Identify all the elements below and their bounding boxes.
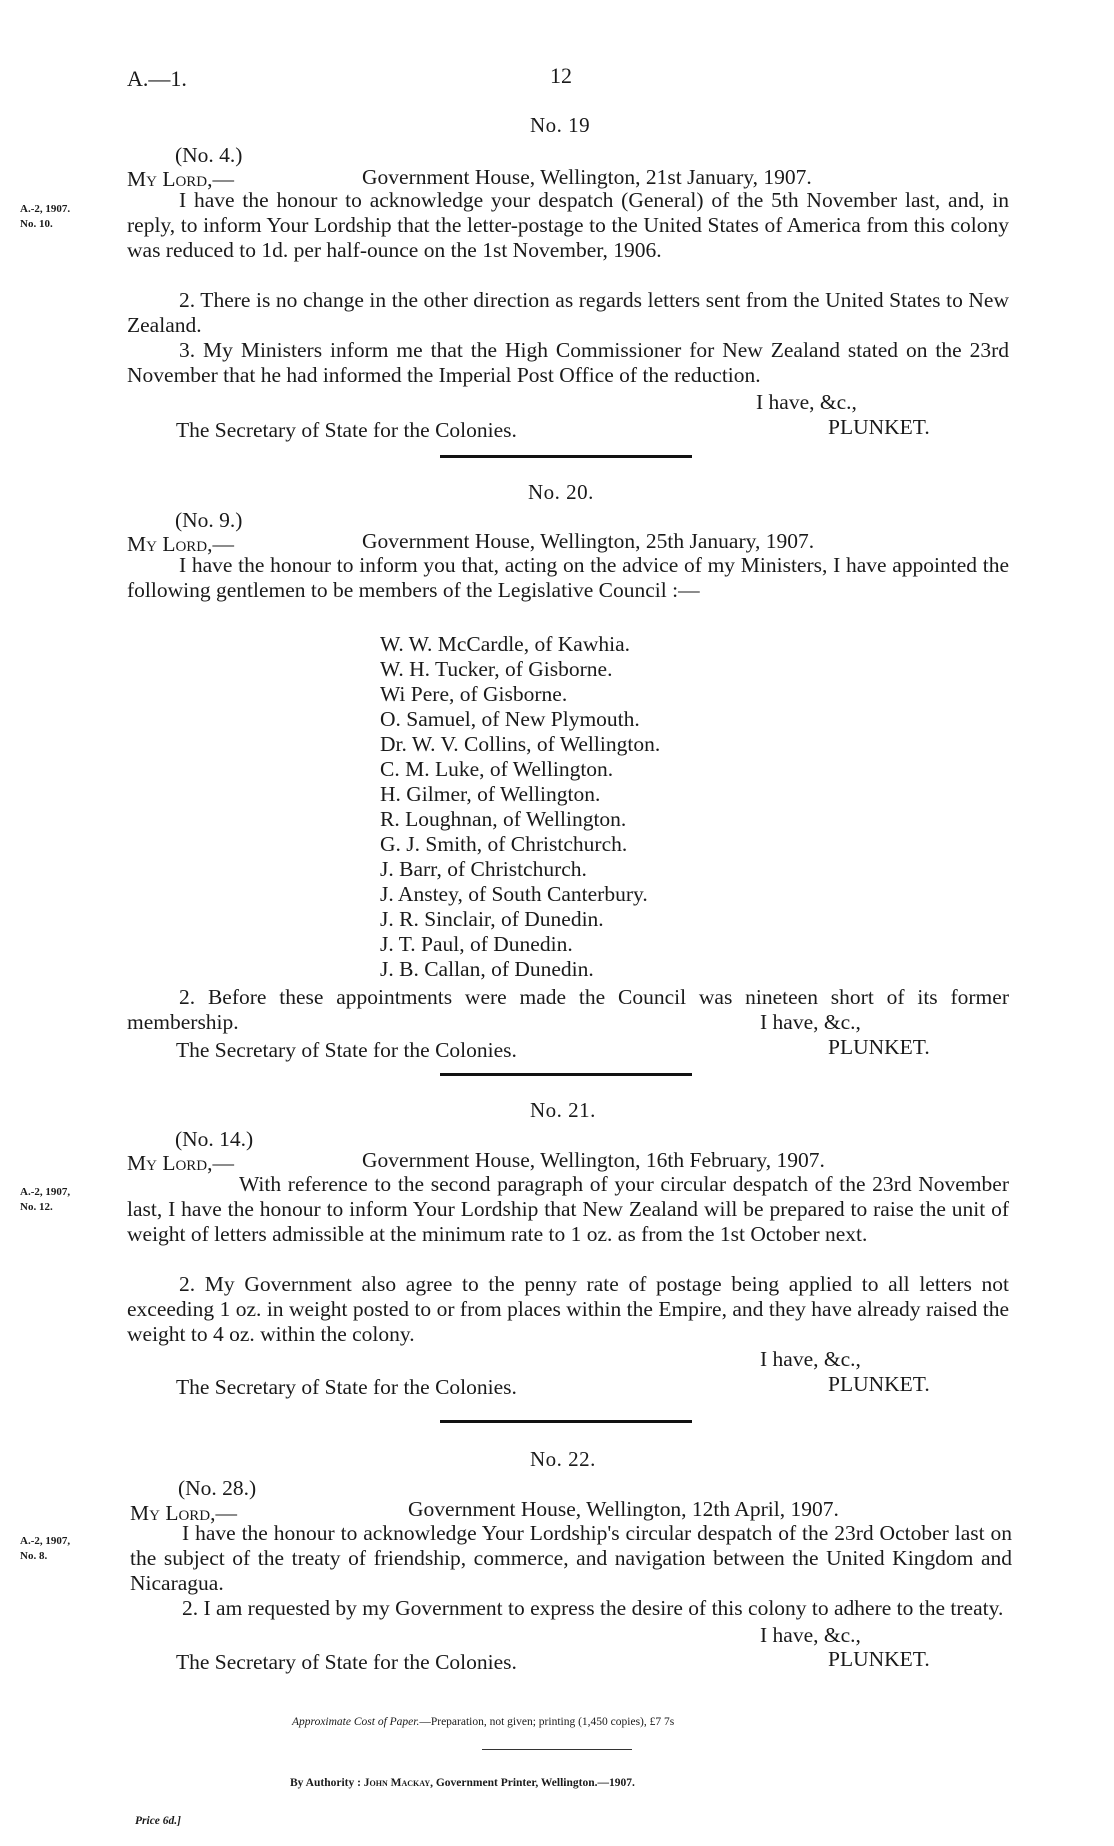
margin-note: A.-2, 1907. No. 10.	[20, 203, 71, 230]
despatch-number: No. 21.	[530, 1098, 596, 1122]
member-item: H. Gilmer, of Wellington.	[380, 782, 601, 806]
section-divider	[440, 455, 692, 458]
salutation: My Lord,—	[127, 167, 235, 191]
paragraph: 2. There is no change in the other direction as regards letters sent from the United States to New Zealand.	[127, 288, 1009, 337]
signature: PLUNKET.	[828, 1647, 930, 1671]
page-number: 12	[550, 63, 572, 88]
member-item: Dr. W. V. Collins, of Wellington.	[380, 732, 661, 756]
despatch-sub-number: (No. 9.)	[175, 508, 243, 532]
despatch-number: No. 20.	[528, 480, 594, 504]
printer-text: , Government Printer, Wellington.—1907.	[430, 1777, 635, 1789]
member-item: O. Samuel, of New Plymouth.	[380, 707, 640, 731]
salutation: My Lord,—	[127, 532, 235, 556]
member-item: W. W. McCardle, of Kawhia.	[380, 632, 630, 656]
footer-divider	[482, 1749, 632, 1750]
authority-label: By Authority :	[290, 1777, 361, 1789]
printer-name: John Mackay	[363, 1777, 431, 1789]
document-reference: A.—1.	[127, 66, 187, 91]
place-date: Government House, Wellington, 21st January, 1907.	[362, 165, 812, 189]
paragraph: 2. My Government also agree to the penny rate of postage being applied to all letters not exceeding 1 oz. in weight posted to or from places within the Empire, and they have already raised the weight to 4 oz. within the colony.	[127, 1272, 1009, 1346]
margin-note: A.-2, 1907, No. 12.	[20, 1186, 71, 1213]
signature: PLUNKET.	[828, 415, 930, 439]
despatch-sub-number: (No. 4.)	[175, 143, 243, 167]
place-date: Government House, Wellington, 12th April, 1907.	[408, 1497, 839, 1521]
margin-note: A.-2, 1907, No. 8.	[20, 1535, 71, 1562]
closing: I have, &c.,	[760, 1010, 861, 1034]
cost-of-paper-note	[292, 1716, 674, 1728]
paragraph: I have the honour to acknowledge Your Lordship's circular despatch of the 23rd October last on the subject of the treaty of friendship, commerce, and navigation between the United Kingdom and Nicaragua.	[130, 1521, 1012, 1595]
despatch-sub-number: (No. 14.)	[175, 1127, 254, 1151]
printer-authority	[290, 1777, 635, 1789]
addressee: The Secretary of State for the Colonies.	[176, 1650, 517, 1674]
member-item: G. J. Smith, of Christchurch.	[380, 832, 628, 856]
closing: I have, &c.,	[756, 390, 857, 414]
signature: PLUNKET.	[828, 1035, 930, 1059]
member-item: W. H. Tucker, of Gisborne.	[380, 657, 613, 681]
despatch-number: No. 19	[530, 113, 591, 137]
cost-label: Approximate Cost of Paper.	[292, 1716, 420, 1728]
member-item: J. Anstey, of South Canterbury.	[380, 882, 648, 906]
salutation: My Lord,—	[127, 1151, 235, 1175]
member-item: J. Barr, of Christchurch.	[380, 857, 587, 881]
member-item: J. R. Sinclair, of Dunedin.	[380, 907, 604, 931]
addressee: The Secretary of State for the Colonies.	[176, 418, 517, 442]
member-item: C. M. Luke, of Wellington.	[380, 757, 614, 781]
section-divider	[440, 1420, 692, 1423]
member-item: J. B. Callan, of Dunedin.	[380, 957, 594, 981]
member-item: Wi Pere, of Gisborne.	[380, 682, 568, 706]
closing: I have, &c.,	[760, 1347, 861, 1371]
section-divider	[440, 1073, 692, 1076]
cost-text: —Preparation, not given; printing (1,450 copies), £7 7s	[419, 1716, 675, 1728]
price: Price 6d.]	[135, 1815, 181, 1827]
place-date: Government House, Wellington, 25th January, 1907.	[362, 529, 815, 553]
paragraph: 2. I am requested by my Government to express the desire of this colony to adhere to the treaty.	[182, 1596, 1004, 1620]
member-item: J. T. Paul, of Dunedin.	[380, 932, 573, 956]
place-date: Government House, Wellington, 16th February, 1907.	[362, 1148, 825, 1172]
paragraph: With reference to the second paragraph of your circular despatch of the 23rd November last, I have the honour to inform Your Lordship that New Zealand will be prepared to raise the unit of weight of letters admissible at the minimum rate to 1 oz. as from the 1st October next.	[127, 1172, 1009, 1246]
despatch-sub-number: (No. 28.)	[178, 1476, 257, 1500]
paragraph: 3. My Ministers inform me that the High Commissioner for New Zealand stated on the 23rd November that he had informed the Imperial Post Office of the reduction.	[127, 338, 1009, 387]
closing: I have, &c.,	[760, 1623, 861, 1647]
salutation: My Lord,—	[130, 1501, 238, 1525]
paragraph: 2. Before these appointments were made the Council was nineteen short of its former membership.	[127, 985, 1009, 1034]
paragraph: I have the honour to inform you that, acting on the advice of my Ministers, I have appointed the following gentlemen to be members of the Legislative Council :—	[127, 553, 1009, 602]
despatch-number: No. 22.	[530, 1447, 596, 1471]
addressee: The Secretary of State for the Colonies.	[176, 1038, 517, 1062]
paragraph: I have the honour to acknowledge your despatch (General) of the 5th November last, and, in reply, to inform Your Lordship that the letter-postage to the United States of America from this colony was reduced to 1d. per half-ounce on the 1st November, 1906.	[127, 188, 1009, 262]
signature: PLUNKET.	[828, 1372, 930, 1396]
addressee: The Secretary of State for the Colonies.	[176, 1375, 517, 1399]
member-item: R. Loughnan, of Wellington.	[380, 807, 627, 831]
